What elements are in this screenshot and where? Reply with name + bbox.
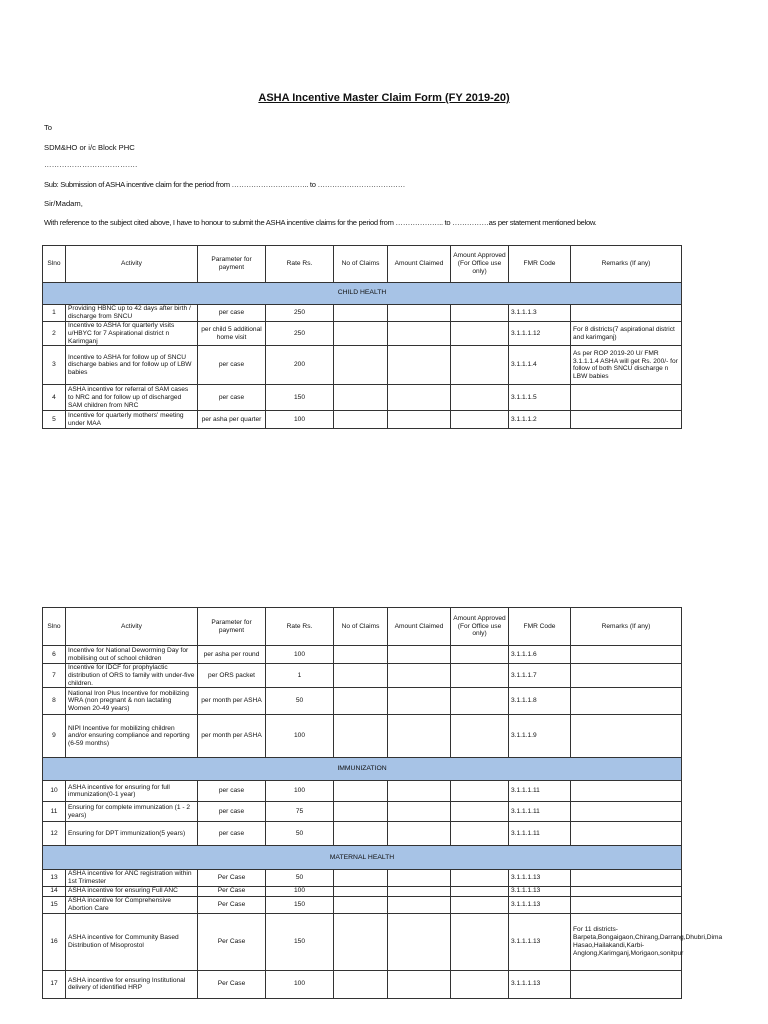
cell-slno: 6 [43, 646, 66, 664]
cell-parameter: per ORS packet [198, 664, 266, 688]
cell-parameter: Per Case [198, 913, 266, 970]
cell-rate: 250 [266, 305, 334, 322]
section-row-maternal-health [43, 846, 682, 870]
cell-slno: 12 [43, 822, 66, 846]
cell-claims[interactable] [334, 385, 388, 411]
table-row [43, 802, 682, 822]
cell-remarks: For 8 districts(7 aspirational district and karimganj) [571, 322, 682, 346]
table-row [43, 970, 682, 998]
cell-remarks [571, 646, 682, 664]
cell-fmr: 3.1.1.1.2 [509, 411, 571, 429]
header-activity: Activity [66, 608, 198, 646]
table-row [43, 305, 682, 322]
cell-approved[interactable] [451, 822, 509, 846]
cell-remarks [571, 385, 682, 411]
cell-remarks [571, 886, 682, 896]
cell-amount[interactable] [388, 715, 451, 758]
cell-activity: ASHA incentive for ensuring Institutional delivery of identified HRP [66, 970, 198, 998]
header-remarks: Remarks (If any) [571, 246, 682, 283]
table-row [43, 346, 682, 385]
cell-rate: 100 [266, 646, 334, 664]
cell-parameter: per case [198, 305, 266, 322]
header-amount: Amount Claimed [388, 608, 451, 646]
cell-activity: Incentive to ASHA for quarterly visits u/HBYC for 7 Aspirational district n Karimganj [66, 322, 198, 346]
cell-slno: 2 [43, 322, 66, 346]
cell-claims[interactable] [334, 322, 388, 346]
cell-approved[interactable] [451, 870, 509, 887]
header-approved: Amount Approved (For Office use only) [451, 246, 509, 283]
cell-remarks [571, 970, 682, 998]
cell-approved[interactable] [451, 913, 509, 970]
cell-claims[interactable] [334, 781, 388, 802]
cell-parameter: per case [198, 822, 266, 846]
cell-approved[interactable] [451, 886, 509, 896]
cell-fmr: 3.1.1.1.13 [509, 970, 571, 998]
table-header-row [43, 246, 682, 283]
cell-remarks [571, 688, 682, 715]
cell-rate: 100 [266, 781, 334, 802]
cell-parameter: per month per ASHA [198, 688, 266, 715]
cell-claims[interactable] [334, 886, 388, 896]
cell-rate: 100 [266, 715, 334, 758]
header-parameter: Parameter for payment [198, 246, 266, 283]
cell-approved[interactable] [451, 322, 509, 346]
table-row [43, 886, 682, 896]
cell-rate: 100 [266, 970, 334, 998]
cell-fmr: 3.1.1.1.5 [509, 385, 571, 411]
cell-activity: ASHA incentive for referral of SAM cases to NRC and for follow up of discharged SAM children from NRC [66, 385, 198, 411]
cell-fmr: 3.1.1.1.13 [509, 886, 571, 896]
section-title: MATERNAL HEALTH [43, 846, 682, 870]
cell-activity: ASHA incentive for ANC registration within 1st Trimester [66, 870, 198, 887]
header-fmr: FMR Code [509, 246, 571, 283]
header-fmr: FMR Code [509, 608, 571, 646]
cell-activity: Ensuring for DPT immunization(5 years) [66, 822, 198, 846]
table-row [43, 646, 682, 664]
cell-remarks [571, 781, 682, 802]
cell-rate: 50 [266, 870, 334, 887]
cell-activity: Providing HBNC up to 42 days after birth / discharge from SNCU [66, 305, 198, 322]
section-row-child-health [43, 283, 682, 305]
cell-parameter: Per Case [198, 870, 266, 887]
cell-parameter: per asha per quarter [198, 411, 266, 429]
table-row [43, 688, 682, 715]
cell-remarks [571, 896, 682, 913]
cell-amount[interactable] [388, 896, 451, 913]
cell-claims[interactable] [334, 802, 388, 822]
cell-approved[interactable] [451, 385, 509, 411]
cell-amount[interactable] [388, 970, 451, 998]
header-slno: Slno [43, 608, 66, 646]
cell-approved[interactable] [451, 346, 509, 385]
cell-approved[interactable] [451, 970, 509, 998]
cell-amount[interactable] [388, 385, 451, 411]
cell-activity: ASHA incentive for Community Based Distribution of Misoprostol [66, 913, 198, 970]
cell-approved[interactable] [451, 305, 509, 322]
table-row [43, 322, 682, 346]
cell-remarks: As per ROP 2019-20 U/ FMR 3.1.1.1.4 ASHA will get Rs. 200/- for follow of both SNCU discharge n LBW babies [571, 346, 682, 385]
cell-rate: 150 [266, 385, 334, 411]
cell-rate: 100 [266, 411, 334, 429]
cell-activity: ASHA incentive for Comprehensive Abortion Care [66, 896, 198, 913]
cell-slno: 10 [43, 781, 66, 802]
cell-parameter: per case [198, 346, 266, 385]
cell-slno: 16 [43, 913, 66, 970]
cell-slno: 3 [43, 346, 66, 385]
cell-fmr: 3.1.1.1.11 [509, 781, 571, 802]
cell-amount[interactable] [388, 411, 451, 429]
cell-parameter: per month per ASHA [198, 715, 266, 758]
cell-approved[interactable] [451, 688, 509, 715]
cell-rate: 50 [266, 822, 334, 846]
cell-claims[interactable] [334, 411, 388, 429]
cell-remarks [571, 411, 682, 429]
cell-parameter: per case [198, 802, 266, 822]
section-row-immunization [43, 758, 682, 781]
table-row [43, 385, 682, 411]
header-claims: No of Claims [334, 246, 388, 283]
cell-amount[interactable] [388, 646, 451, 664]
cell-activity: Incentive for quarterly mothers' meeting under MAA [66, 411, 198, 429]
addressee-blank: ………………………………. [44, 160, 138, 169]
table-row [43, 896, 682, 913]
cell-claims[interactable] [334, 664, 388, 688]
header-activity: Activity [66, 246, 198, 283]
cell-rate: 200 [266, 346, 334, 385]
cell-claims[interactable] [334, 870, 388, 887]
cell-amount[interactable] [388, 913, 451, 970]
cell-claims[interactable] [334, 822, 388, 846]
cell-parameter: Per Case [198, 896, 266, 913]
cell-slno: 14 [43, 886, 66, 896]
cell-amount[interactable] [388, 664, 451, 688]
section-title: IMMUNIZATION [43, 758, 682, 781]
cell-amount[interactable] [388, 688, 451, 715]
cell-slno: 8 [43, 688, 66, 715]
cell-parameter: Per Case [198, 970, 266, 998]
cell-parameter: per asha per round [198, 646, 266, 664]
cell-fmr: 3.1.1.1.3 [509, 305, 571, 322]
cell-slno: 13 [43, 870, 66, 887]
cell-activity: ASHA incentive for ensuring Full ANC [66, 886, 198, 896]
cell-approved[interactable] [451, 646, 509, 664]
cell-remarks [571, 802, 682, 822]
header-claims: No of Claims [334, 608, 388, 646]
cell-rate: 50 [266, 688, 334, 715]
cell-claims[interactable] [334, 896, 388, 913]
cell-remarks: For 11 districts-Barpeta,Bongaigaon,Chirang,Darrang,Dhubri,Dima Hasao,Hailakandi,Karbi-Anglong,Karimganj,Morigaon,sonitpur [571, 913, 682, 970]
table-row [43, 870, 682, 887]
cell-parameter: Per Case [198, 886, 266, 896]
cell-remarks [571, 664, 682, 688]
header-rate: Rate Rs. [266, 608, 334, 646]
table-row [43, 411, 682, 429]
cell-rate: 100 [266, 886, 334, 896]
claim-table-2 [42, 607, 723, 999]
cell-activity: Ensuring for complete immunization (1 - 2 years) [66, 802, 198, 822]
cell-claims[interactable] [334, 970, 388, 998]
cell-rate: 75 [266, 802, 334, 822]
cell-claims[interactable] [334, 715, 388, 758]
table-header-row [43, 608, 682, 646]
cell-rate: 150 [266, 896, 334, 913]
cell-slno: 11 [43, 802, 66, 822]
table-row [43, 664, 682, 688]
cell-slno: 1 [43, 305, 66, 322]
cell-amount[interactable] [388, 822, 451, 846]
subject-line: Sub: Submission of ASHA incentive claim for the period from ………………………….. to ……………………………… [44, 180, 405, 189]
cell-slno: 4 [43, 385, 66, 411]
cell-claims[interactable] [334, 688, 388, 715]
header-remarks: Remarks (If any) [571, 608, 682, 646]
cell-remarks [571, 715, 682, 758]
cell-fmr: 3.1.1.1.7 [509, 664, 571, 688]
cell-claims[interactable] [334, 346, 388, 385]
cell-approved[interactable] [451, 715, 509, 758]
cell-fmr: 3.1.1.1.6 [509, 646, 571, 664]
addressee: SDM&HO or i/c Block PHC [44, 143, 135, 152]
cell-amount[interactable] [388, 870, 451, 887]
cell-approved[interactable] [451, 802, 509, 822]
header-approved: Amount Approved (For Office use only) [451, 608, 509, 646]
claim-table-1 [42, 245, 682, 429]
cell-activity: Incentive to ASHA for follow up of SNCU discharge babies and for follow up of LBW babies [66, 346, 198, 385]
cell-activity: Incentive for IDCF for prophylactic distribution of ORS to family with under-five children. [66, 664, 198, 688]
cell-remarks [571, 822, 682, 846]
cell-fmr: 3.1.1.1.13 [509, 913, 571, 970]
cell-remarks [571, 870, 682, 887]
cell-rate: 150 [266, 913, 334, 970]
cell-activity: ASHA incentive for ensuring for full immunization(0-1 year) [66, 781, 198, 802]
cell-parameter: per case [198, 385, 266, 411]
header-amount: Amount Claimed [388, 246, 451, 283]
cell-fmr: 3.1.1.1.11 [509, 822, 571, 846]
cell-fmr: 3.1.1.1.12 [509, 322, 571, 346]
header-rate: Rate Rs. [266, 246, 334, 283]
cell-claims[interactable] [334, 305, 388, 322]
cell-activity: Incentive for National Deworming Day for mobilising out of school children [66, 646, 198, 664]
cell-slno: 7 [43, 664, 66, 688]
salutation: Sir/Madam, [44, 199, 83, 208]
cell-approved[interactable] [451, 664, 509, 688]
cell-amount[interactable] [388, 322, 451, 346]
cell-rate: 1 [266, 664, 334, 688]
header-slno: Slno [43, 246, 66, 283]
cell-fmr: 3.1.1.1.11 [509, 802, 571, 822]
cell-slno: 17 [43, 970, 66, 998]
cell-amount[interactable] [388, 802, 451, 822]
cell-activity: NIPI Incentive for mobilizing children and/or ensuring compliance and reporting (6-59 months) [66, 715, 198, 758]
cell-fmr: 3.1.1.1.9 [509, 715, 571, 758]
cell-remarks [571, 305, 682, 322]
cell-slno: 15 [43, 896, 66, 913]
cell-claims[interactable] [334, 913, 388, 970]
cell-approved[interactable] [451, 781, 509, 802]
cell-activity: National Iron Plus Incentive for mobilizing WRA (non pregnant & non lactating Women 20-49 years) [66, 688, 198, 715]
cell-amount[interactable] [388, 346, 451, 385]
table-row [43, 822, 682, 846]
table-row [43, 781, 682, 802]
cell-approved[interactable] [451, 896, 509, 913]
table-row [43, 715, 682, 758]
cell-fmr: 3.1.1.1.13 [509, 896, 571, 913]
table-row [43, 913, 682, 970]
form-title: ASHA Incentive Master Claim Form (FY 2019-20) [258, 92, 510, 104]
header-parameter: Parameter for payment [198, 608, 266, 646]
cell-amount[interactable] [388, 305, 451, 322]
cell-fmr: 3.1.1.1.13 [509, 870, 571, 887]
cell-rate: 250 [266, 322, 334, 346]
cell-amount[interactable] [388, 886, 451, 896]
cell-parameter: per child 5 additional home visit [198, 322, 266, 346]
cell-fmr: 3.1.1.1.8 [509, 688, 571, 715]
cell-fmr: 3.1.1.1.4 [509, 346, 571, 385]
cell-slno: 9 [43, 715, 66, 758]
section-title: CHILD HEALTH [43, 283, 682, 305]
body-text: With reference to the subject cited above, I have to honour to submit the ASHA incentive claims for the period from ……………….. to ……………as per statement mentioned below. [44, 218, 597, 227]
to-label: To [44, 123, 53, 132]
cell-slno: 5 [43, 411, 66, 429]
cell-parameter: per case [198, 781, 266, 802]
cell-approved[interactable] [451, 411, 509, 429]
cell-amount[interactable] [388, 781, 451, 802]
cell-claims[interactable] [334, 646, 388, 664]
